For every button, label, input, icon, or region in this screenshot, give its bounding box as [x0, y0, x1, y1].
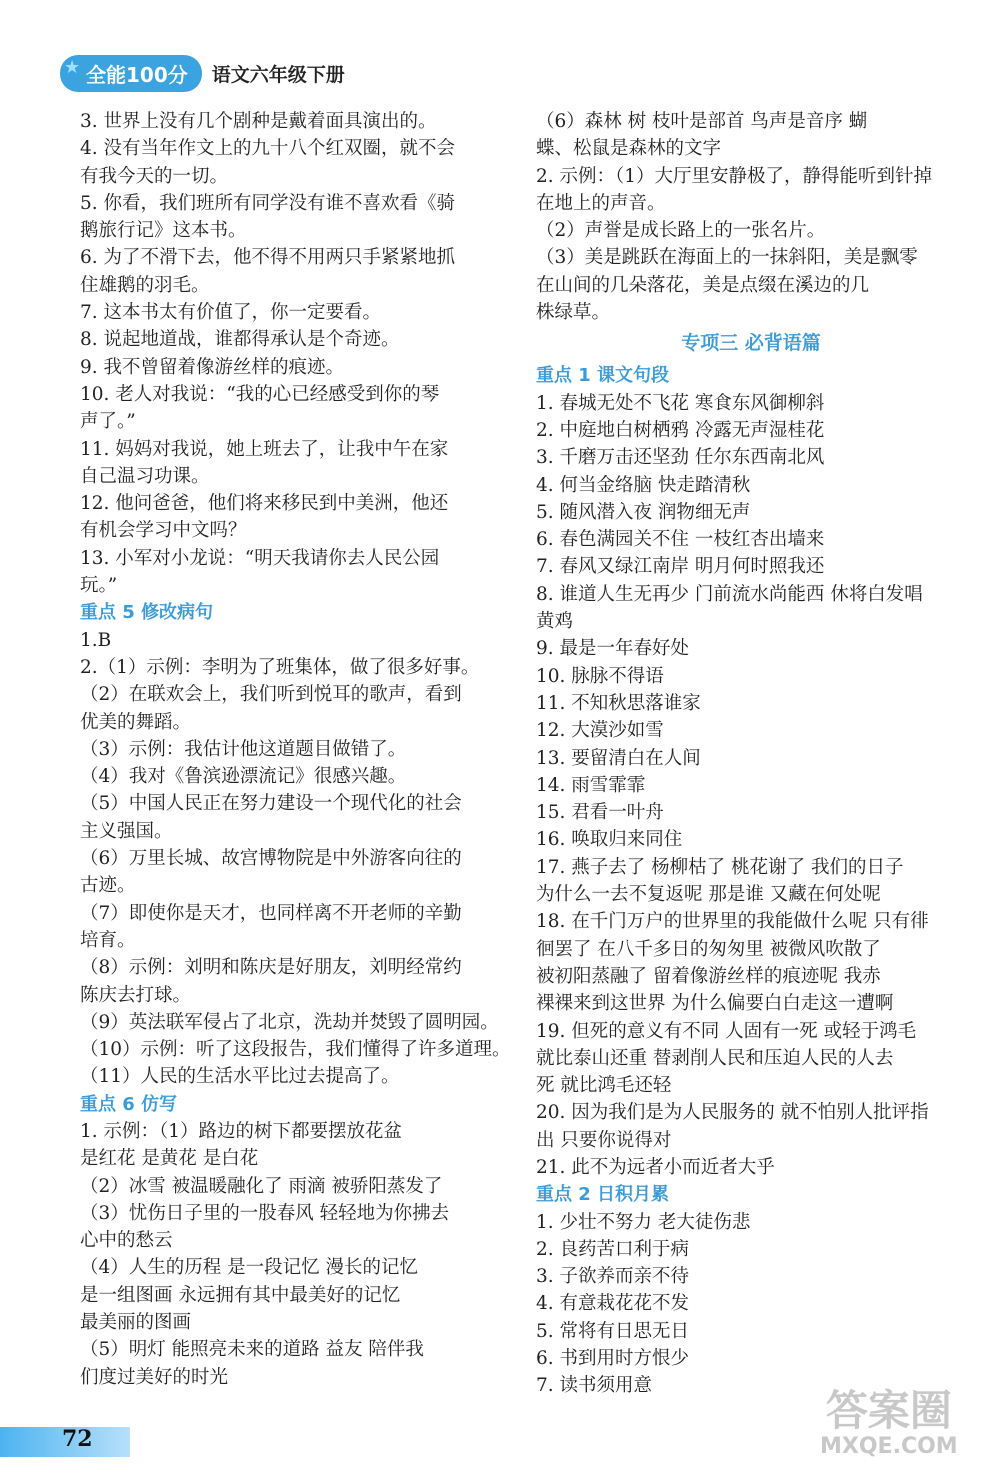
answer-line: 11. 不知秋思落谁家	[536, 692, 701, 714]
answer-line: 20. 因为我们是为人民服务的 就不怕别人批评指	[536, 1102, 929, 1124]
answer-line: 6. 春色满园关不住 一枝红杏出墙来	[536, 529, 825, 551]
watermark-url: MXQE.COM	[820, 1434, 958, 1459]
watermark-logo: 答案圈	[825, 1386, 952, 1435]
answer-line: （9）英法联军侵占了北京，洗劫并焚毁了圆明园。	[80, 1011, 499, 1033]
answer-line: （2）在联欢会上，我们听到悦耳的歌声，看到	[80, 684, 462, 706]
answer-line: 17. 燕子去了 杨柳枯了 桃花谢了 我们的日子	[536, 856, 904, 878]
answer-line: 5. 你看，我们班所有同学没有谁不喜欢看《骑	[80, 192, 456, 214]
answer-line: 住雄鹅的羽毛。	[80, 274, 210, 296]
answer-line: 声了。”	[80, 411, 136, 433]
answer-line: 4. 没有当年作文上的九十八个红双圈，就不会	[80, 138, 456, 160]
star-icon: ★	[64, 56, 81, 78]
answer-line: 4. 何当金络脑 快走踏清秋	[536, 474, 751, 496]
brand-badge	[60, 55, 202, 92]
answer-line: 陈庆去打球。	[80, 984, 192, 1006]
answer-line: 们度过美好的时光	[80, 1366, 229, 1388]
answer-line: 是红花 是黄花 是白花	[80, 1148, 259, 1170]
answer-line: 在地上的声音。	[536, 192, 666, 214]
answer-line: 5. 随风潜入夜 润物细无声	[536, 501, 751, 523]
answer-line: 1. 少壮不努力 老大徒伤悲	[536, 1211, 751, 1233]
answer-line: 被初阳蒸融了 留着像游丝样的痕迹呢 我赤	[536, 965, 881, 987]
answer-line: （8）示例：刘明和陈庆是好朋友，刘明经常约	[80, 957, 462, 979]
answer-line: 3. 子欲养而亲不待	[536, 1266, 690, 1288]
answer-line: （5）中国人民正在努力建设一个现代化的社会	[80, 793, 462, 815]
chapter-title: 专项三 必背语篇	[681, 332, 821, 355]
answer-line: 10. 脉脉不得语	[536, 665, 664, 687]
answer-line: 株绿草。	[536, 302, 611, 324]
answer-line: 16. 唤取归来同住	[536, 829, 683, 851]
answer-line: 蝶、松鼠是森林的文字	[536, 138, 722, 160]
answer-line: 死 就比鸿毛还轻	[536, 1075, 672, 1097]
answer-line: 有机会学习中文吗？	[80, 520, 247, 542]
answer-line: （3）美是跳跃在海面上的一抹斜阳，美是飘零	[536, 247, 918, 269]
answer-line: （3）示例：我估计他这道题目做错了。	[80, 738, 407, 760]
answer-line: 裸裸来到这世界 为什么偏要白白走这一遭啊	[536, 993, 894, 1015]
answer-line: 13. 要留清白在人间	[536, 747, 701, 769]
answer-line: 8. 说起地道战，谁都得承认是个奇迹。	[80, 329, 400, 351]
answer-line: 玩。”	[80, 575, 118, 597]
answer-line: 21. 此不为远者小而近者大乎	[536, 1156, 775, 1178]
book-title: 语文六年级下册	[211, 63, 345, 86]
answer-line: 5. 常将有日思无日	[536, 1320, 690, 1342]
answer-line: （5）明灯 能照亮未来的道路 益友 陪伴我	[80, 1339, 424, 1361]
answer-line: 2. 中庭地白树栖鸦 冷露无声湿桂花	[536, 419, 825, 441]
watermark	[820, 1388, 958, 1459]
answer-line: 为什么一去不复返呢 那是谁 又藏在何处呢	[536, 884, 881, 906]
answer-line: （4）我对《鲁滨逊漂流记》很感兴趣。	[80, 766, 407, 788]
answer-line: 11. 妈妈对我说，她上班去了，让我中午在家	[80, 438, 449, 460]
answer-line: 7. 读书须用意	[536, 1375, 653, 1397]
answer-line: 有我今天的一切。	[80, 165, 229, 187]
answer-line: 3. 千磨万击还坚劲 任尔东西南北风	[536, 447, 825, 469]
answer-line: 14. 雨雪霏霏	[536, 774, 646, 796]
section-heading: 重点 6 仿写	[80, 1093, 178, 1115]
answer-line: 4. 有意栽花花不发	[536, 1293, 690, 1315]
answer-line: 2. 良药苦口利于病	[536, 1238, 690, 1260]
answer-line: 徊罢了 在八千多日的匆匆里 被微风吹散了	[536, 938, 881, 960]
answer-line: 自己温习功课。	[80, 465, 210, 487]
answer-line: 9. 我不曾留着像游丝样的痕迹。	[80, 356, 345, 378]
answer-line: 12. 大漠沙如雪	[536, 720, 664, 742]
answer-line: 心中的愁云	[80, 1230, 173, 1252]
answer-line: 1. 示例：（1）路边的树下都要摆放花盆	[80, 1120, 403, 1142]
answer-line: （7）即使你是天才，也同样离不开老师的辛勤	[80, 902, 462, 924]
answer-line: （11）人民的生活水平比过去提高了。	[80, 1066, 400, 1088]
answer-line: 19. 但死的意义有不同 人固有一死 或轻于鸿毛	[536, 1020, 917, 1042]
answer-line: 7. 这本书太有价值了，你一定要看。	[80, 302, 382, 324]
answer-line: （6）万里长城、故宫博物院是中外游客向往的	[80, 848, 462, 870]
answer-line: 6. 书到用时方恨少	[536, 1348, 690, 1370]
answer-line: 10. 老人对我说：“我的心已经感受到你的琴	[80, 383, 440, 405]
answer-line: 7. 春风又绿江南岸 明月何时照我还	[536, 556, 825, 578]
section-heading: 重点 1 课文句段	[536, 365, 670, 387]
answer-line: 2. 示例：（1）大厅里安静极了，静得能听到针掉	[536, 165, 933, 187]
answer-line: （10）示例：听了这段报告，我们懂得了许多道理。	[80, 1039, 511, 1061]
answer-line: （4）人生的历程 是一段记忆 漫长的记忆	[80, 1257, 419, 1279]
left-column	[80, 108, 512, 1391]
answer-line: （3）忧伤日子里的一股春风 轻轻地为你拂去	[80, 1202, 450, 1224]
right-column	[536, 108, 966, 1400]
answer-line: 是一组图画 永远拥有其中最美好的记忆	[80, 1284, 401, 1306]
answer-line: 2.（1）示例：李明为了班集体，做了很多好事。	[80, 656, 480, 678]
answer-line: 12. 他问爸爸，他们将来移民到中美洲，他还	[80, 493, 449, 515]
answer-line: 优美的舞蹈。	[80, 711, 192, 733]
answer-line: 6. 为了不滑下去，他不得不用两只手紧紧地抓	[80, 247, 456, 269]
answer-line: 鹅旅行记》这本书。	[80, 220, 247, 242]
answer-line: 培育。	[80, 929, 136, 951]
answer-line: 黄鸡	[536, 611, 574, 633]
answer-line: 3. 世界上没有几个剧种是戴着面具演出的。	[80, 111, 437, 132]
section-heading: 重点 2 日积月累	[536, 1184, 670, 1206]
answer-line: 9. 最是一年春好处	[536, 638, 690, 660]
answer-line: 主义强国。	[80, 820, 173, 842]
answer-line: 最美丽的图画	[80, 1312, 192, 1334]
answer-line: 1. 春城无处不飞花 寒食东风御柳斜	[536, 392, 825, 414]
answer-line: 出 只要你说得对	[536, 1129, 672, 1151]
page-header	[60, 55, 345, 91]
answer-line: （2）冰雪 被温暖融化了 雨滴 被骄阳蒸发了	[80, 1175, 443, 1197]
answer-line: 13. 小军对小龙说：“明天我请你去人民公园	[80, 547, 440, 569]
answer-line: 就比泰山还重 替剥削人民和压迫人民的人去	[536, 1047, 894, 1069]
answer-line: 15. 君看一叶舟	[536, 802, 664, 824]
answer-line: 在山间的几朵落花，美是点缀在溪边的几	[536, 274, 870, 296]
section-heading: 重点 5 修改病句	[80, 602, 214, 624]
answer-line: 8. 谁道人生无再少 门前流水尚能西 休将白发唱	[536, 583, 923, 605]
answer-line: 古迹。	[80, 875, 136, 897]
answer-line: （6）森林 树 枝叶是部首 鸟声是音序 蝴	[536, 111, 868, 132]
answer-line: 1.B	[80, 629, 112, 651]
page-number: 72	[62, 1426, 93, 1452]
answer-line: （2）声誉是成长路上的一张名片。	[536, 220, 826, 242]
answer-line: 18. 在千门万户的世界里的我能做什么呢 只有徘	[536, 911, 929, 933]
brand-label: 全能100分	[86, 62, 188, 87]
